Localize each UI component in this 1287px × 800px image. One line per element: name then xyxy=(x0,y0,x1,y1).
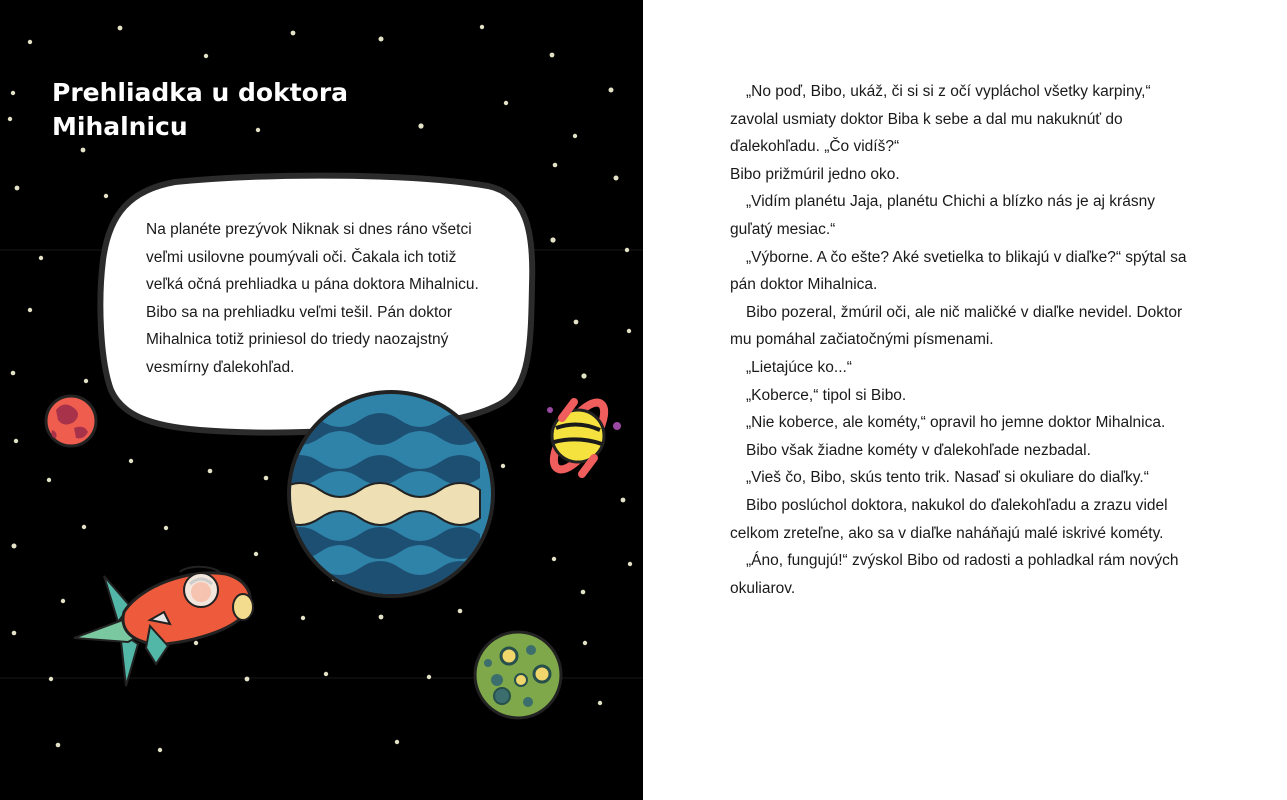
story-paragraph: Bibo prižmúril jedno oko. xyxy=(730,165,900,183)
astronaut-icon xyxy=(184,573,218,607)
story-paragraph: „Lietajúce ko...“ xyxy=(746,358,852,376)
left-page xyxy=(0,0,643,800)
rocket-ship-icon xyxy=(74,567,253,686)
story-paragraph: „Áno, fungujú!“ zvýskol Bibo od radosti a pohladkal rám nových okuliarov. xyxy=(730,552,1179,597)
chapter-title-line2: Mihalnicu xyxy=(52,112,188,141)
story-paragraph: „Vidím planétu Jaja, planétu Chichi a blízko nás je aj krásny guľatý mesiac.“ xyxy=(730,193,1155,238)
story-text xyxy=(730,78,1200,602)
story-paragraph: „No poď, Bibo, ukáž, či si si z očí vypláchol všetky karpiny,“ zavolal usmiaty doktor Biba k sebe a dal mu nakuknúť do ďalekohľadu. „Čo vidíš?“ xyxy=(730,83,1151,156)
speech-bubble-text: Na planéte prezývok Niknak si dnes ráno všetci veľmi usilovne poumývali oči. Čakala ich totiž veľká očná prehliadka u pána doktora Mihalnicu. Bibo sa na prehliadku veľmi tešil. Pán doktor Mihalnica totiž priniesol do triedy naozajstný vesmírny ďalekohľad. xyxy=(146,221,479,376)
chapter-title xyxy=(52,76,412,144)
story-paragraph: „Výborne. A čo ešte? Aké svetielka to blikajú v diaľke?“ spýtal sa pán doktor Mihalnica. xyxy=(730,248,1187,294)
green-spotted-planet-icon xyxy=(475,632,561,718)
story-paragraph: Bibo poslúchol doktora, nakukol do ďalekohľadu a zrazu videl celkom zreteľne, ako sa v diaľke naháňajú malé iskrivé kométy. xyxy=(730,496,1168,542)
story-paragraph: „Vieš čo, Bibo, skús tento trik. Nasaď si okuliare do diaľky.“ xyxy=(746,469,1149,487)
story-paragraph: „Nie koberce, ale kométy,“ opravil ho jemne doktor Mihalnica. xyxy=(746,414,1166,432)
story-paragraph: Bibo však žiadne kométy v ďalekohľade nezbadal. xyxy=(746,441,1091,459)
red-small-planet-icon xyxy=(46,396,96,446)
chapter-title-line1: Prehliadka u doktora xyxy=(52,78,349,107)
yellow-ringed-planet-icon xyxy=(545,395,621,476)
story-paragraph: Bibo pozeral, žmúril oči, ale nič maličké v diaľke nevidel. Doktor mu pomáhal začiatočnými písmenami. xyxy=(730,303,1183,349)
story-paragraph: „Koberce,“ tipol si Bibo. xyxy=(746,386,907,404)
